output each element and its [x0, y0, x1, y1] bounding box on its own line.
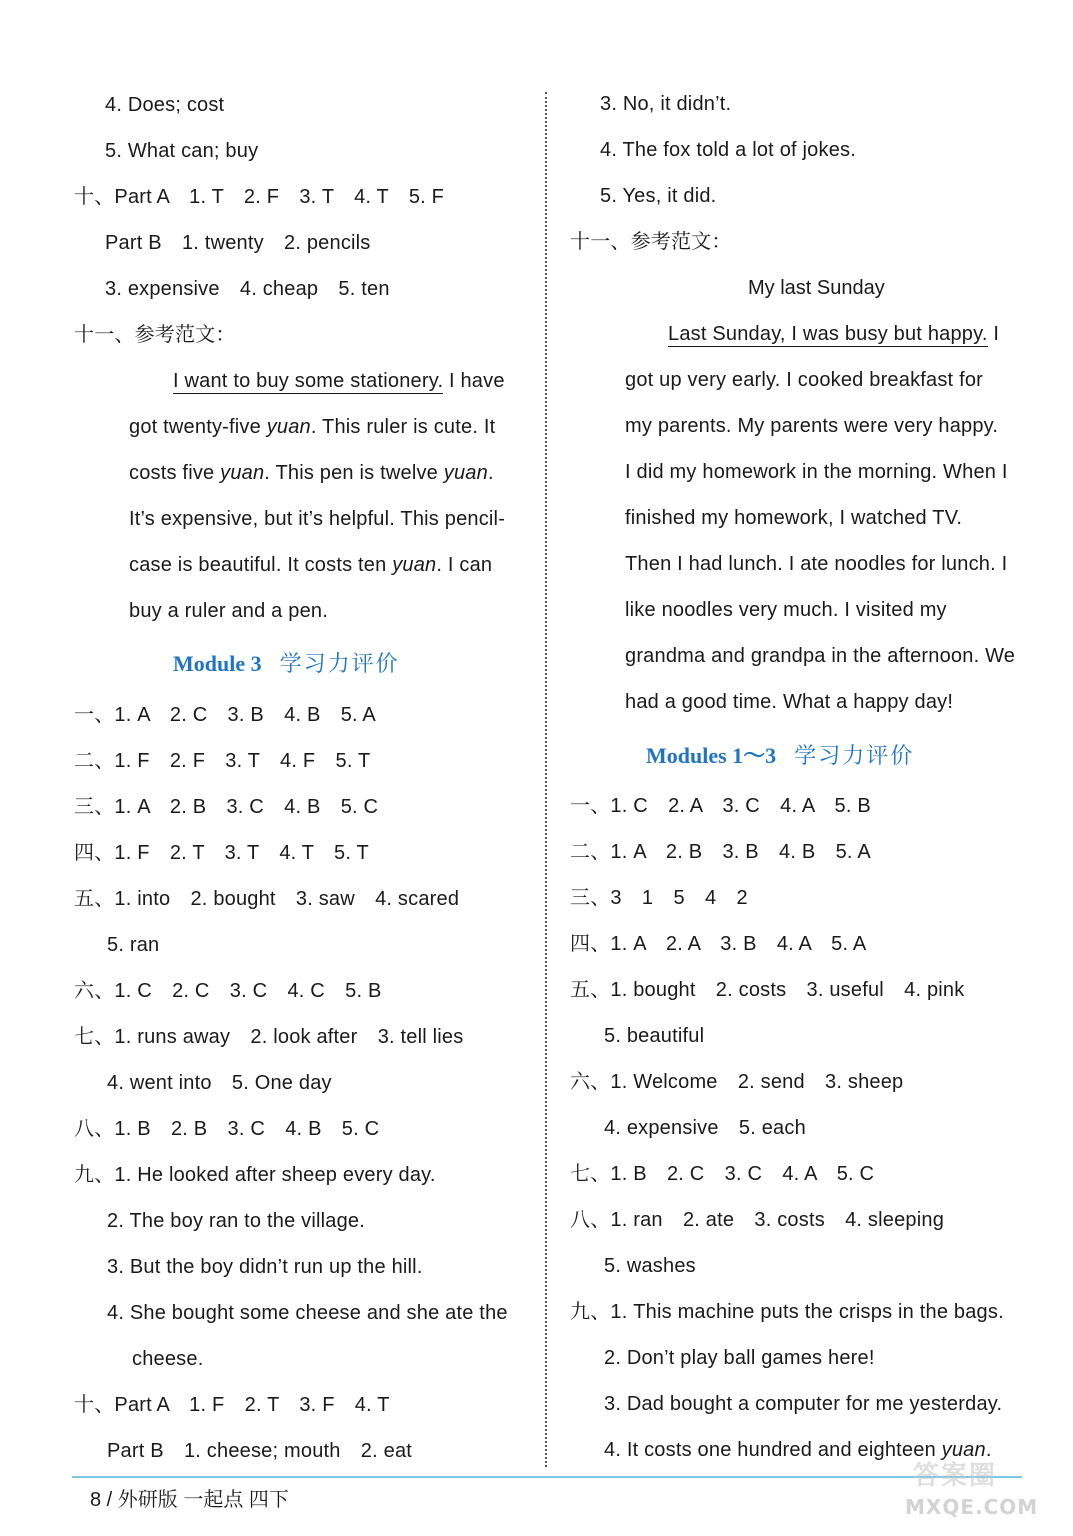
- essay-label: 十一、参考范文：: [74, 324, 236, 346]
- answer-line: 三、1. A 2. B 3. C 4. B 5. C: [74, 796, 379, 818]
- footer-rule: [72, 1476, 1022, 1478]
- watermark-logo: 答案圈 MXQE.COM: [905, 1461, 1039, 1519]
- answer-line: 5. washes: [604, 1255, 696, 1277]
- essay-line: my parents. My parents were very happy.: [625, 415, 999, 437]
- essay-line: grandma and grandpa in the afternoon. We: [625, 645, 1016, 667]
- essay-line: like noodles very much. I visited my: [625, 599, 947, 621]
- answer-line: 十、Part A 1. F 2. T 3. F 4. T: [74, 1394, 390, 1416]
- answer-line: 八、1. B 2. B 3. C 4. B 5. C: [74, 1118, 380, 1140]
- answer-line: 九、1. He looked after sheep every day.: [74, 1164, 436, 1186]
- essay-line: Last Sunday, I was busy but happy. I: [668, 323, 1000, 345]
- answer-line: 一、1. C 2. A 3. C 4. A 5. B: [570, 795, 871, 817]
- essay-line: buy a ruler and a pen.: [129, 600, 328, 622]
- answer-line: 五、1. bought 2. costs 3. useful 4. pink: [570, 979, 965, 1001]
- essay-line: costs five yuan. This pen is twelve yuan.: [129, 462, 494, 484]
- answer-line: 5. ran: [107, 934, 160, 956]
- essay-line: finished my homework, I watched TV.: [625, 507, 963, 529]
- answer-line: 3. No, it didn’t.: [600, 93, 732, 115]
- section-heading-modules-1-3: Modules 1～3 学习力评价: [646, 743, 915, 768]
- essay-line: I did my homework in the morning. When I: [625, 461, 1008, 483]
- column-divider: [545, 92, 547, 1467]
- answer-line: 2. Don’t play ball games here!: [604, 1347, 875, 1369]
- answer-line: 4. It costs one hundred and eighteen yuan.: [604, 1439, 992, 1461]
- answer-line: 八、1. ran 2. ate 3. costs 4. sleeping: [570, 1209, 945, 1231]
- answer-line: 二、1. A 2. B 3. B 4. B 5. A: [570, 841, 871, 863]
- page-footer: 8 / 外研版 一起点 四下: [90, 1489, 289, 1511]
- answer-line: 七、1. runs away 2. look after 3. tell lies: [74, 1026, 464, 1048]
- answer-line: 四、1. F 2. T 3. T 4. T 5. T: [74, 842, 369, 864]
- answer-line: 六、1. Welcome 2. send 3. sheep: [570, 1071, 904, 1093]
- answer-line: 二、1. F 2. F 3. T 4. F 5. T: [74, 750, 371, 772]
- answer-line: Part B 1. twenty 2. pencils: [105, 232, 371, 254]
- answer-line: 4. She bought some cheese and she ate the: [107, 1302, 508, 1324]
- essay-line: got twenty-five yuan. This ruler is cute. It: [129, 416, 496, 438]
- answer-line: 4. The fox told a lot of jokes.: [600, 139, 856, 161]
- answer-line: 四、1. A 2. A 3. B 4. A 5. A: [570, 933, 867, 955]
- answer-line: 三、3 1 5 4 2: [570, 887, 748, 909]
- essay-title: My last Sunday: [748, 277, 885, 299]
- answer-line: Part B 1. cheese; mouth 2. eat: [107, 1440, 413, 1462]
- answer-line: 3. Dad bought a computer for me yesterday.: [604, 1393, 1003, 1415]
- answer-line: 4. Does; cost: [105, 94, 225, 116]
- section-heading-module-3: Module 3 学习力评价: [173, 651, 400, 676]
- essay-line: case is beautiful. It costs ten yuan. I can: [129, 554, 493, 576]
- essay-underlined-sentence: Last Sunday, I was busy but happy.: [668, 323, 988, 345]
- answer-line: 5. beautiful: [604, 1025, 705, 1047]
- answer-line: 3. But the boy didn’t run up the hill.: [107, 1256, 423, 1278]
- answer-line: 七、1. B 2. C 3. C 4. A 5. C: [570, 1163, 875, 1185]
- answer-line: 十、Part A 1. T 2. F 3. T 4. T 5. F: [74, 186, 445, 208]
- answer-line: 4. expensive 5. each: [604, 1117, 806, 1139]
- answer-line: 六、1. C 2. C 3. C 4. C 5. B: [74, 980, 382, 1002]
- answer-line: cheese.: [132, 1348, 204, 1370]
- answer-line: 一、1. A 2. C 3. B 4. B 5. A: [74, 704, 376, 726]
- answer-line: 5. Yes, it did.: [600, 185, 717, 207]
- essay-line: I want to buy some stationery. I have: [173, 370, 505, 392]
- essay-line: had a good time. What a happy day!: [625, 691, 954, 713]
- essay-line: Then I had lunch. I ate noodles for lunch. I: [625, 553, 1008, 575]
- answer-line: 4. went into 5. One day: [107, 1072, 332, 1094]
- answer-line: 2. The boy ran to the village.: [107, 1210, 366, 1232]
- answer-line: 九、1. This machine puts the crisps in the bags.: [570, 1301, 1004, 1323]
- answer-line: 五、1. into 2. bought 3. saw 4. scared: [74, 888, 460, 910]
- answer-line: 5. What can; buy: [105, 140, 259, 162]
- answer-line: 3. expensive 4. cheap 5. ten: [105, 278, 390, 300]
- essay-line: got up very early. I cooked breakfast for: [625, 369, 984, 391]
- essay-underlined-sentence: I want to buy some stationery.: [173, 370, 444, 392]
- essay-label: 十一、参考范文：: [570, 231, 732, 253]
- essay-line: It’s expensive, but it’s helpful. This pencil-: [129, 508, 506, 530]
